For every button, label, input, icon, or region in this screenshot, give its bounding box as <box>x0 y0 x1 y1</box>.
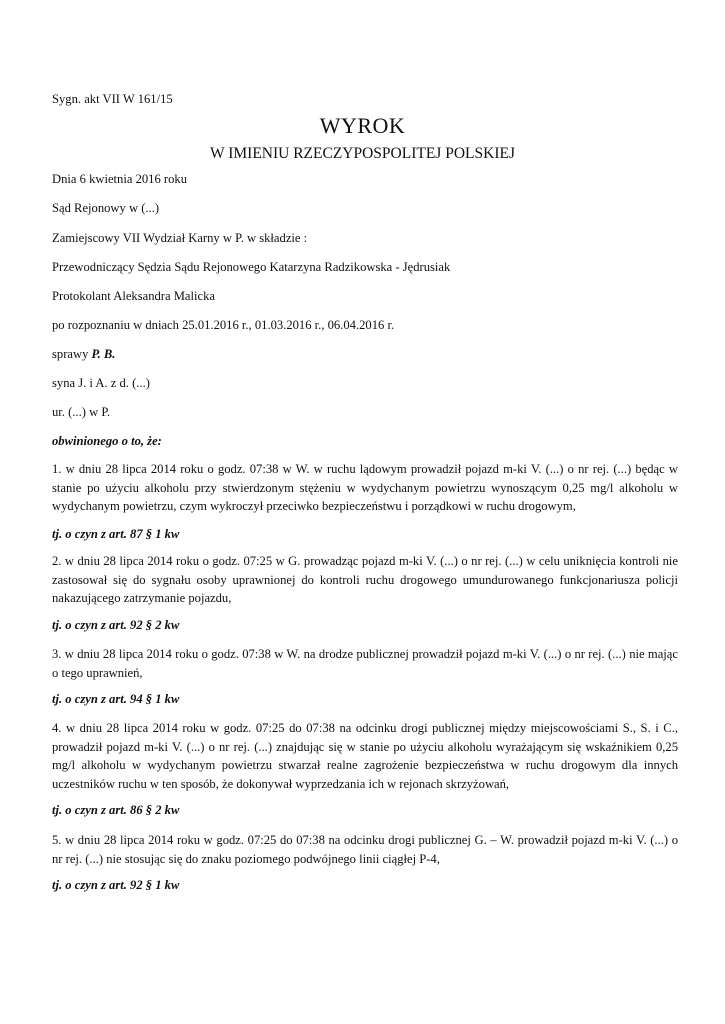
presiding-judge: Przewodniczący Sędzia Sądu Rejonowego Katarzyna Radzikowska - Jędrusiak <box>52 260 451 274</box>
hearing-dates: po rozpoznaniu w dniach 25.01.2016 r., 01.03.2016 r., 06.04.2016 r. <box>52 318 395 332</box>
charge-paragraph: 5. w dniu 28 lipca 2014 roku w godz. 07:25 do 07:38 na odcinku drogi publicznej G. – W. prowadził pojazd m-ki V. (...) o nr rej. (...) nie stosując się do znaku poziomego podwójnego linii ciągłej P-4, <box>52 833 678 866</box>
charge-legal-basis: tj. o czyn z art. 87 § 1 kw <box>52 527 180 541</box>
parents-info: syna J. i A. z d. (...) <box>52 376 150 390</box>
charge-legal-basis: tj. o czyn z art. 92 § 1 kw <box>52 878 180 892</box>
court-division: Zamiejscowy VII Wydział Karny w P. w składzie : <box>52 231 308 245</box>
birth-info: ur. (...) w P. <box>52 405 111 419</box>
document-subtitle: W IMIENIU RZECZYPOSPOLITEJ POLSKIEJ <box>210 145 515 162</box>
charge-legal-basis: tj. o czyn z art. 86 § 2 kw <box>52 803 180 817</box>
court-clerk: Protokolant Aleksandra Malicka <box>52 289 215 303</box>
charge-paragraph: 3. w dniu 28 lipca 2014 roku o godz. 07:38 w W. na drodze publicznej prowadził pojazd m-ki V. (...) o nr rej. (...) nie mając o tego uprawnień, <box>52 647 678 680</box>
charge-legal-basis: tj. o czyn z art. 92 § 2 kw <box>52 618 180 632</box>
case-prefix: sprawy <box>52 347 92 361</box>
court-name: Sąd Rejonowy w (...) <box>52 201 160 215</box>
charge-paragraph: 1. w dniu 28 lipca 2014 roku o godz. 07:38 w W. w ruchu lądowym prowadził pojazd m-ki V. (...) o nr rej. (...) będąc w stanie po użyciu alkoholu przy stwierdzonym stężeniu w wydychanym powietrzu wynoszącym 0,25 mg/l alkoholu w wydychanym powietrzu, czym wykroczył przeciwko bezpieczeństwu i porządkowi w ruchu drogowym, <box>52 462 678 513</box>
charge-paragraph: 4. w dniu 28 lipca 2014 roku w godz. 07:25 do 07:38 na odcinku drogi publicznej między miejscowościami S., S. i C., prowadził pojazd m-ki V. (...) o nr rej. (...) znajdując się w stanie po użyciu alkoholu wyrażającym się wskaźnikiem 0,25 mg/l alkoholu w wydychanym powietrzu stwarzał realne zagrożenie bezpieczeństwa w ruchu drogowym dla innych uczestników ruchu w ten sposób, że dokonywał wyprzedzania ich w rejonach skrzyżowań, <box>52 721 678 791</box>
accused-header: obwinionego o to, że: <box>52 434 162 448</box>
judgment-date: Dnia 6 kwietnia 2016 roku <box>52 172 188 186</box>
document-title: WYROK <box>319 113 406 138</box>
case-signature: Sygn. akt VII W 161/15 <box>52 92 173 106</box>
accused-name: P. B. <box>91 347 116 361</box>
charge-legal-basis: tj. o czyn z art. 94 § 1 kw <box>52 692 180 706</box>
charge-paragraph: 2. w dniu 28 lipca 2014 roku o godz. 07:25 w G. prowadząc pojazd m-ki V. (...) o nr rej. (...) w celu uniknięcia kontroli nie zastosował się do sygnału osoby uprawnionej do kontroli ruchu drogowego umundurowanego funkcjonariusza policji nakazującego zatrzymanie pojazdu, <box>52 554 678 605</box>
case-party <box>52 347 115 362</box>
